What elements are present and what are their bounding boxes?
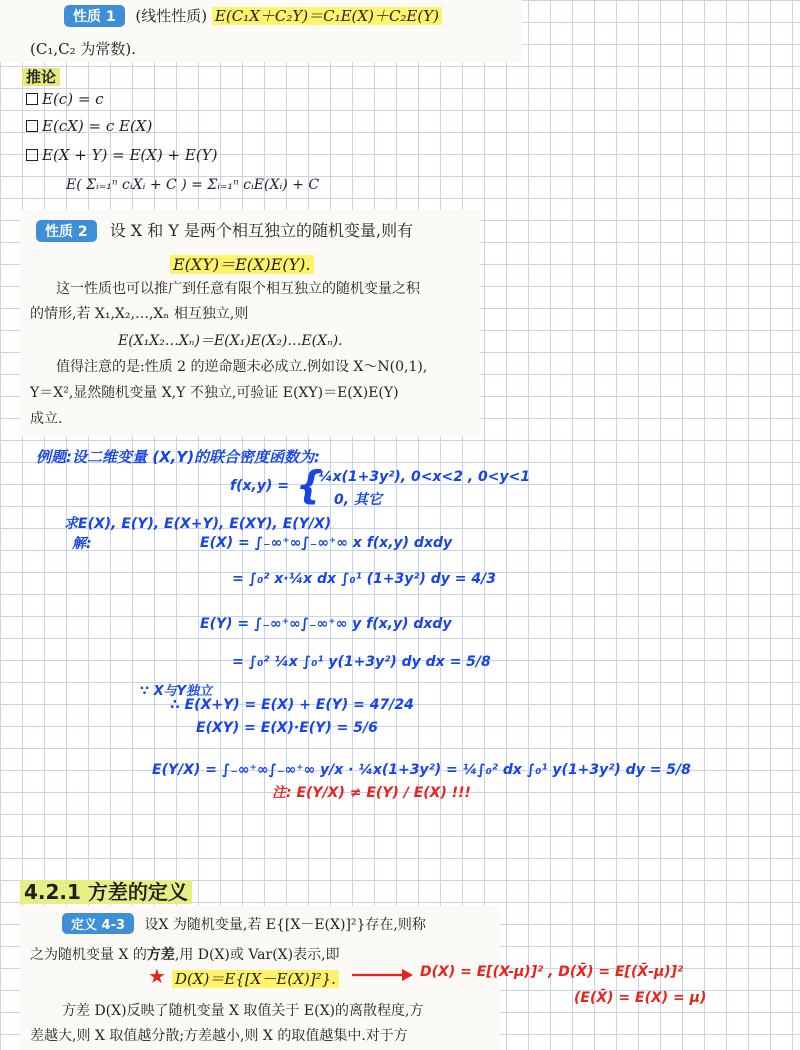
- exy-sum: ∴ E(X+Y) = E(X) + E(Y) = 47/24: [170, 697, 414, 713]
- arrow-right-icon: [352, 966, 414, 988]
- property2-para2-line3: 成立.: [30, 411, 63, 427]
- corollary-item-2: [26, 117, 152, 135]
- corollary-sum-formula: E( Σᵢ₌₁ⁿ cᵢXᵢ + C ) = Σᵢ₌₁ⁿ cᵢE(Xᵢ) + C: [66, 177, 320, 193]
- example-heading: 例题:设二维变量 (X,Y)的联合密度函数为:: [36, 448, 321, 466]
- property2-para1-line1: 这一性质也可以推广到任意有限个相互独立的随机变量之积: [56, 281, 420, 297]
- property2-para1-line2: 的情形,若 X₁,X₂,…,Xₙ 相互独立,则: [30, 306, 249, 322]
- checkbox-icon: [26, 93, 38, 105]
- definition-term-variance: 方差: [146, 947, 175, 963]
- corollary-item-text: E(c) = c: [42, 90, 104, 108]
- property1-badge: 性质 1: [64, 5, 125, 27]
- definition-badge: 定义 4-3: [62, 913, 134, 934]
- definition-line-2: [30, 944, 340, 964]
- definition-formula: [172, 968, 339, 989]
- ey-line-1: E(Y) = ∫₋∞⁺∞∫₋∞⁺∞ y f(x,y) dxdy: [200, 616, 452, 632]
- definition-line-1: [62, 913, 426, 934]
- property2-para2-line1: 值得注意的是:性质 2 的逆命题未必成立.例如设 X～N(0,1),: [56, 359, 428, 375]
- corollary-item-text: E(X + Y) = E(X) + E(Y): [42, 146, 218, 164]
- corollary-item-text: E(cX) = c E(X): [42, 117, 153, 135]
- property2-formula-text: E(XY)＝E(X)E(Y).: [170, 255, 314, 274]
- corollary-item-1: [26, 90, 104, 108]
- independence-note: ∵ X与Y独立: [140, 684, 213, 699]
- exy-product: E(XY) = E(X)·E(Y) = 5/6: [196, 720, 378, 736]
- property2-badge: 性质 2: [36, 220, 97, 242]
- property1-note: (C₁,C₂ 为常数).: [30, 40, 136, 58]
- section-title-text: 4.2.1 方差的定义: [20, 880, 192, 904]
- property2-formula: [170, 252, 314, 275]
- ey-line-2: = ∫₀² ¼x ∫₀¹ y(1+3y²) dy dx = 5/8: [232, 654, 491, 670]
- section-title: [20, 876, 192, 905]
- property2-line: [36, 218, 413, 242]
- textbook-clip-property2: [20, 210, 480, 436]
- warning-note: 注: E(Y/X) ≠ E(Y) / E(X) !!!: [272, 785, 471, 801]
- eyx-line: E(Y/X) = ∫₋∞⁺∞∫₋∞⁺∞ y/x · ¼x(1+3y²) = ¼∫₀² dx ∫₀¹ y(1+3y²) dy = 5/8: [152, 762, 691, 778]
- density-case-2: 0, 其它: [334, 492, 382, 508]
- corollary-tag-text: 推论: [22, 68, 60, 86]
- corollary-tag: [22, 66, 60, 87]
- star-icon: ★: [148, 964, 166, 988]
- ex-line-2: = ∫₀² x·¼x dx ∫₀¹ (1+3y²) dy = 4/3: [232, 571, 496, 587]
- ex-line-1: E(X) = ∫₋∞⁺∞∫₋∞⁺∞ x f(x,y) dxdy: [200, 535, 453, 551]
- definition-line-2-b: ,用 D(X)或 Var(X)表示,即: [174, 947, 340, 963]
- checkbox-icon: [26, 149, 38, 161]
- density-brace-icon: {: [296, 463, 324, 507]
- definition-hand-formula: D(X) = E[(X-μ)]² , D(X̄) = E[(X̄-μ)]²: [420, 964, 684, 980]
- property1-formula: E(C₁X＋C₂Y)＝C₁E(X)＋C₂E(Y): [212, 7, 442, 25]
- density-case-1: ¼x(1+3y²), 0<x<2 , 0<y<1: [318, 469, 531, 485]
- corollary-item-3: [26, 146, 217, 164]
- checkbox-icon: [26, 120, 38, 132]
- definition-line-1-text: 设X 为随机变量,若 E{[X－E(X)]²}存在,则称: [144, 917, 426, 933]
- example-ask: 求E(X), E(Y), E(X+Y), E(XY), E(Y/X): [64, 516, 332, 532]
- definition-hand-formula-2: (E(X̄) = E(X) = μ): [574, 990, 707, 1006]
- property2-para1-formula: E(X₁X₂…Xₙ)＝E(X₁)E(X₂)…E(Xₙ).: [118, 333, 343, 349]
- density-lhs: f(x,y) =: [230, 478, 289, 494]
- definition-para-line-1: 方差 D(X)反映了随机变量 X 取值关于 E(X)的离散程度,方: [62, 1003, 424, 1019]
- definition-formula-text: D(X)＝E{[X－E(X)]²}.: [172, 970, 339, 988]
- property1-title: (线性性质): [135, 7, 208, 25]
- definition-line-2-a: 之为随机变量 X 的: [30, 947, 147, 963]
- example-solve-label: 解:: [72, 536, 92, 552]
- definition-para-line-2: 差越大,则 X 取值越分散;方差越小,则 X 的取值越集中.对于方: [30, 1028, 408, 1044]
- property1-line: [64, 5, 442, 27]
- property2-para2-line2: Y＝X²,显然随机变量 X,Y 不独立,可验证 E(XY)＝E(X)E(Y): [30, 385, 399, 401]
- property2-statement: 设 X 和 Y 是两个相互独立的随机变量,则有: [109, 221, 414, 240]
